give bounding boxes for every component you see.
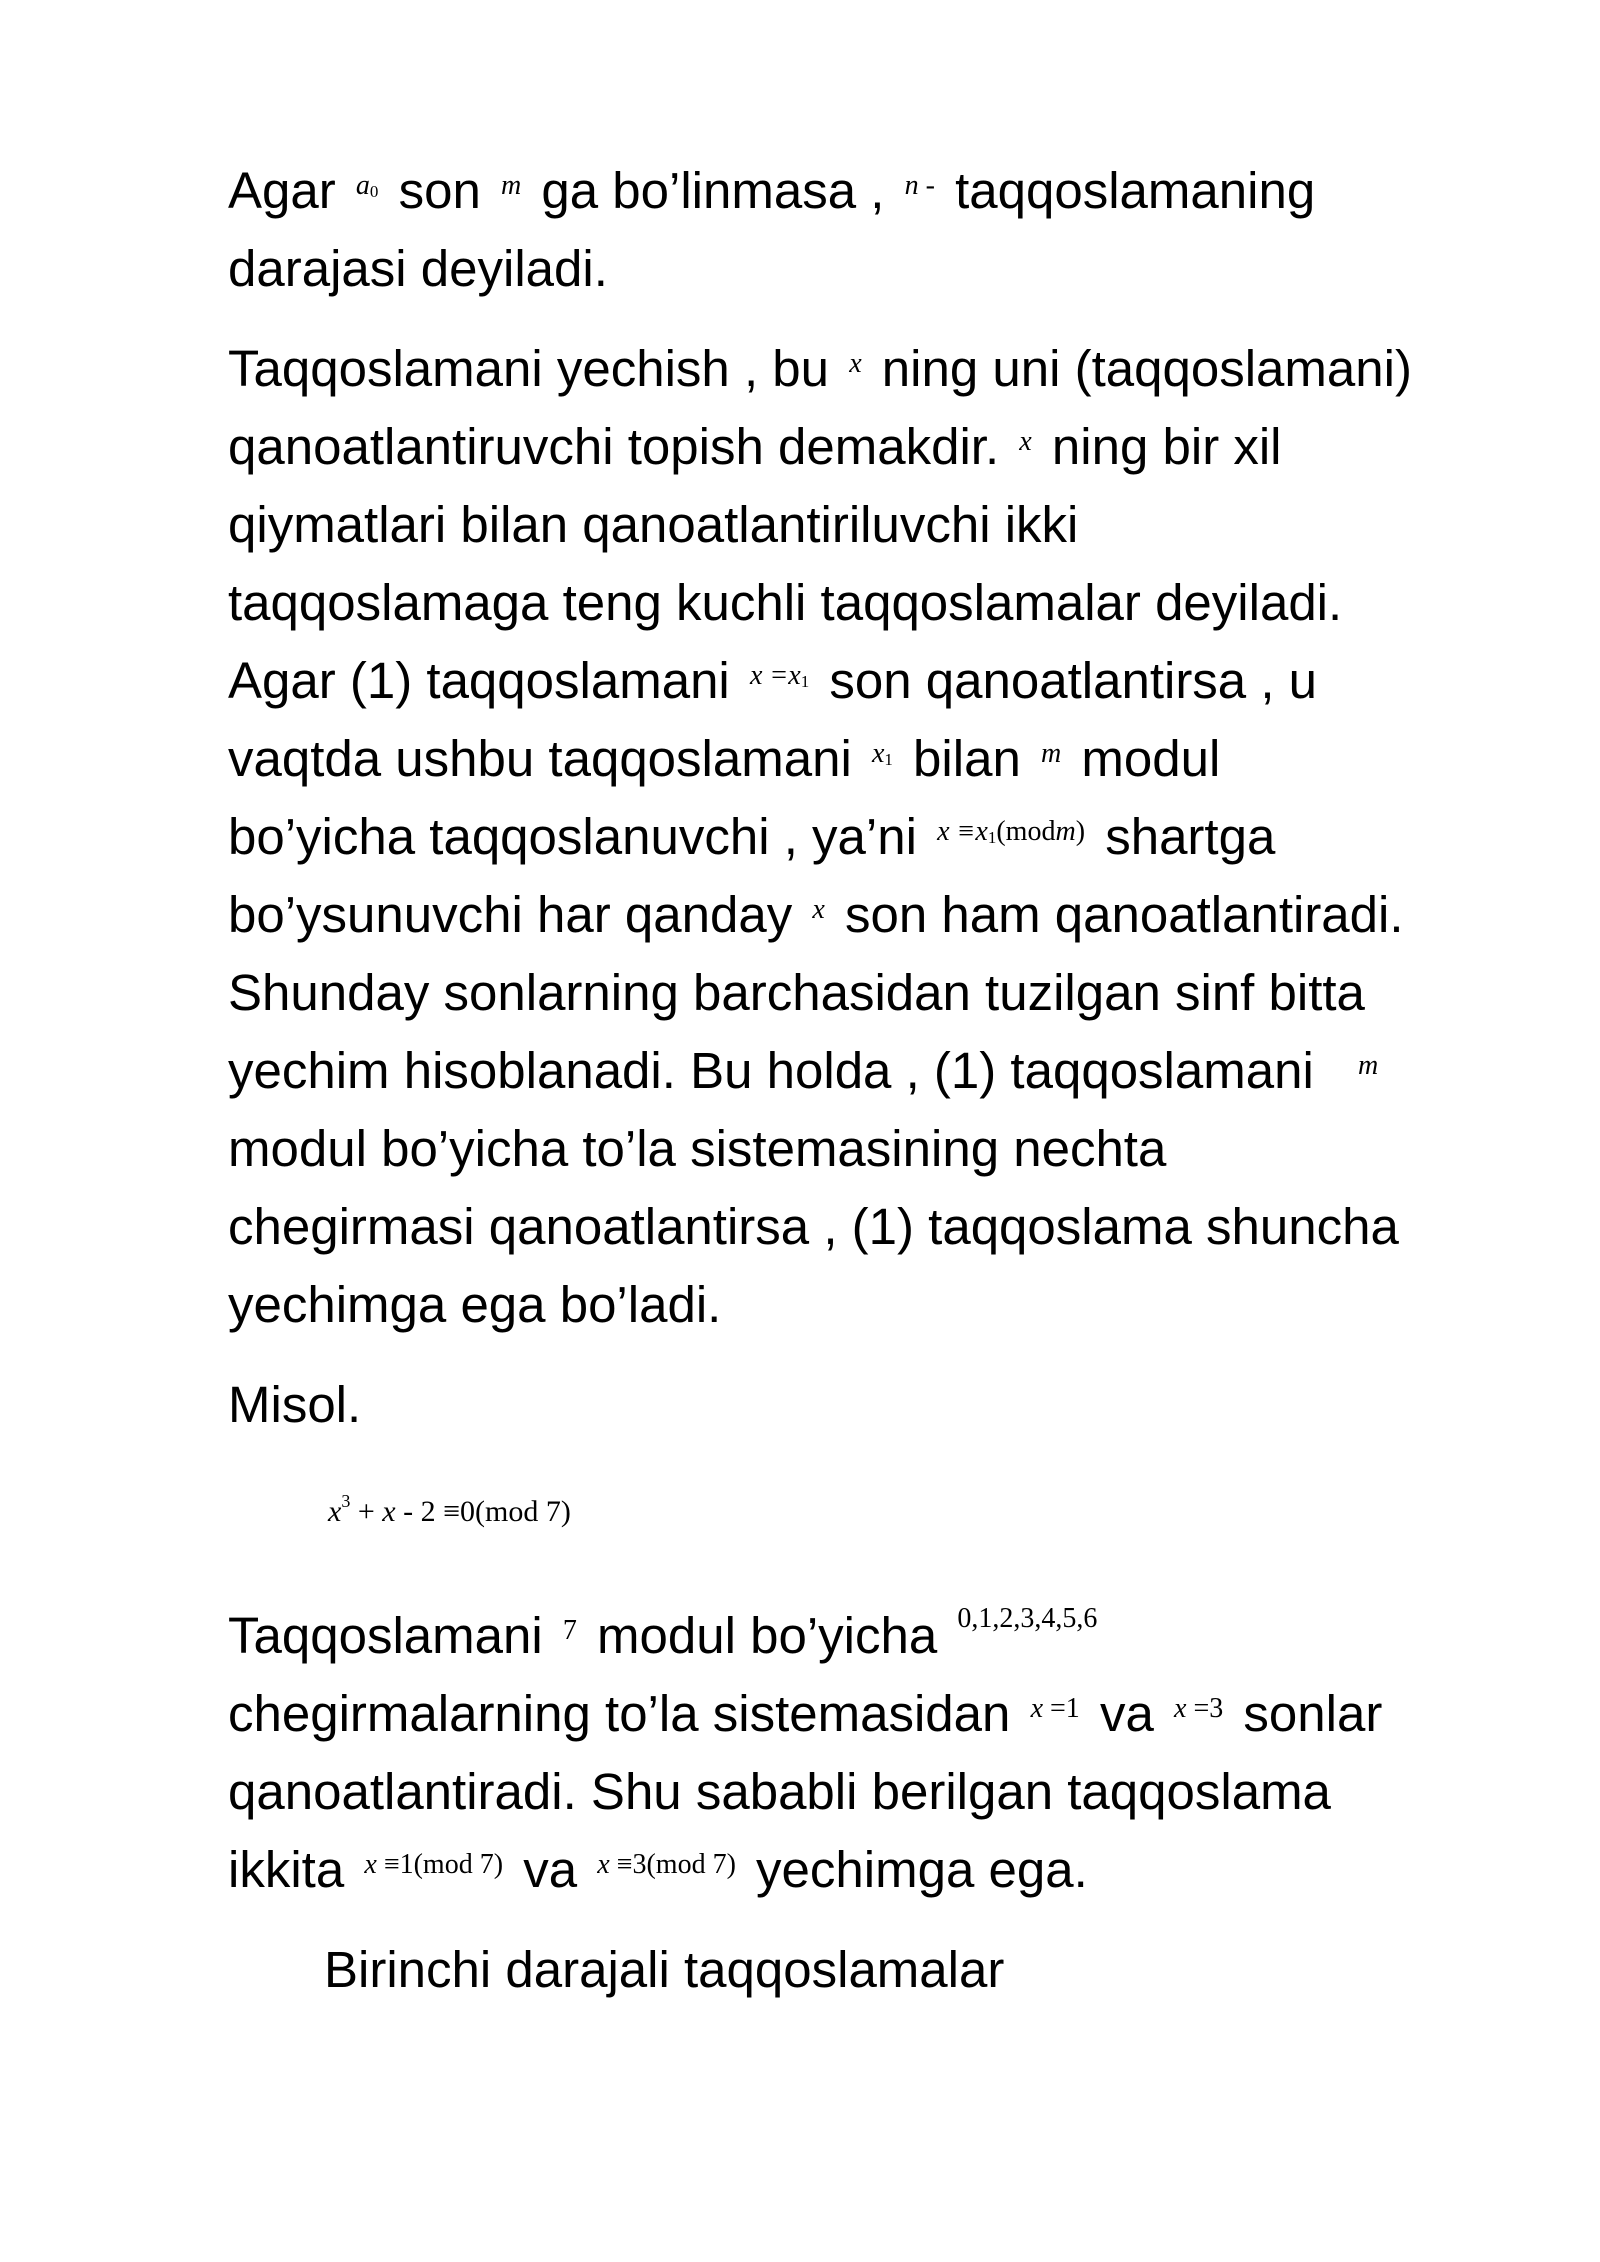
text: Agar (1) taqqoslamani bbox=[228, 652, 744, 709]
math-x-eq-1: x =1 bbox=[1030, 1693, 1080, 1724]
example-label: Misol. bbox=[228, 1376, 362, 1433]
text: modul bbox=[1067, 730, 1221, 787]
math-7: 7 bbox=[562, 1615, 577, 1646]
text-line bbox=[228, 1831, 1528, 1909]
math-m: m bbox=[1040, 738, 1062, 769]
paragraph-2 bbox=[228, 330, 1528, 1344]
document-page bbox=[228, 152, 1528, 2009]
example-congruence-formula: $x^3 + x - 2 \equiv 0(mod$ 7) bbox=[328, 1491, 571, 1528]
text: son qanoatlantirsa , u bbox=[815, 652, 1318, 709]
text: va bbox=[509, 1841, 592, 1898]
text-line bbox=[228, 720, 1528, 798]
paragraph-3 bbox=[228, 1597, 1528, 1909]
text: modul bo’yicha bbox=[582, 1607, 952, 1664]
math-x-cong-3-mod-7: x ≡3(mod 7) bbox=[597, 1849, 736, 1880]
text: yechimga ega. bbox=[741, 1841, 1088, 1898]
math-x: x bbox=[849, 348, 862, 379]
text-line bbox=[228, 408, 1528, 486]
paragraph-1 bbox=[228, 152, 1528, 308]
text: son bbox=[384, 162, 495, 219]
text-line bbox=[228, 1597, 1528, 1675]
text-line: yechimga ega bo’ladi. bbox=[228, 1276, 722, 1333]
math-x: x bbox=[1019, 426, 1032, 457]
text-line: darajasi deyiladi. bbox=[228, 240, 608, 297]
text-line bbox=[228, 1032, 1528, 1110]
text: ning uni (taqqoslamani) bbox=[867, 340, 1412, 397]
math-x-cong-1-mod-7: x ≡1(mod 7) bbox=[364, 1849, 504, 1880]
text: qanoatlantiruvchi topish demakdir. bbox=[228, 418, 1014, 475]
section-heading: Birinchi darajali taqqoslamalar bbox=[324, 1941, 1005, 1998]
text-line: qanoatlantiradi. Shu sababli berilgan taqqoslama bbox=[228, 1763, 1331, 1820]
text-line bbox=[228, 152, 1528, 230]
text: chegirmalarning to’la sistemasidan bbox=[228, 1685, 1025, 1742]
text: shartga bbox=[1091, 808, 1276, 865]
text: ga bo’linmasa , bbox=[527, 162, 899, 219]
text-line bbox=[228, 642, 1528, 720]
text: Taqqoslamani bbox=[228, 1607, 557, 1664]
math-x-eq-3: x =3 bbox=[1174, 1693, 1224, 1724]
math-x-eq-x1: $x =x_1$ bbox=[749, 660, 810, 691]
text: va bbox=[1085, 1685, 1168, 1742]
text-line: chegirmasi qanoatlantirsa , (1) taqqoslama shuncha bbox=[228, 1198, 1399, 1255]
math-residue-list: 0,1,2,3,4,5,6 bbox=[957, 1603, 1098, 1634]
math-n: n - bbox=[904, 170, 935, 201]
text: taqqoslamaning bbox=[940, 162, 1316, 219]
text: Agar bbox=[228, 162, 350, 219]
text: bilan bbox=[898, 730, 1035, 787]
text-line bbox=[228, 330, 1528, 408]
text-line bbox=[228, 1675, 1528, 1753]
text-line: modul bo’yicha to’la sistemasining nechta bbox=[228, 1120, 1167, 1177]
text: bo’yicha taqqoslanuvchi , ya’ni bbox=[228, 808, 932, 865]
text: Taqqoslamani yechish , bu bbox=[228, 340, 844, 397]
text: bo’ysunuvchi har qanday bbox=[228, 886, 807, 943]
math-x: x bbox=[812, 894, 825, 925]
text-line bbox=[228, 798, 1528, 876]
text: ikkita bbox=[228, 1841, 359, 1898]
text: sonlar bbox=[1229, 1685, 1383, 1742]
text: son ham qanoatlantiradi. bbox=[830, 886, 1404, 943]
math-x1: $x_1$ bbox=[871, 738, 893, 769]
text-line bbox=[228, 876, 1528, 954]
math-m: m bbox=[1357, 1050, 1379, 1081]
math-m: m bbox=[500, 170, 522, 201]
text-line: Shunday sonlarning barchasidan tuzilgan sinf bitta bbox=[228, 964, 1365, 1021]
text-line: qiymatlari bilan qanoatlantiriluvchi ikki bbox=[228, 496, 1079, 553]
math-a0: $a_0$ bbox=[355, 170, 379, 201]
text: ning bir xil bbox=[1037, 418, 1282, 475]
text: yechim hisoblanadi. Bu holda , (1) taqqoslamani bbox=[228, 1042, 1328, 1099]
math-congruence-x1-mod-m: $x \equiv x_1(modm)$ bbox=[937, 816, 1086, 847]
text-line: taqqoslamaga teng kuchli taqqoslamalar deyiladi. bbox=[228, 574, 1343, 631]
text: vaqtda ushbu taqqoslamani bbox=[228, 730, 866, 787]
